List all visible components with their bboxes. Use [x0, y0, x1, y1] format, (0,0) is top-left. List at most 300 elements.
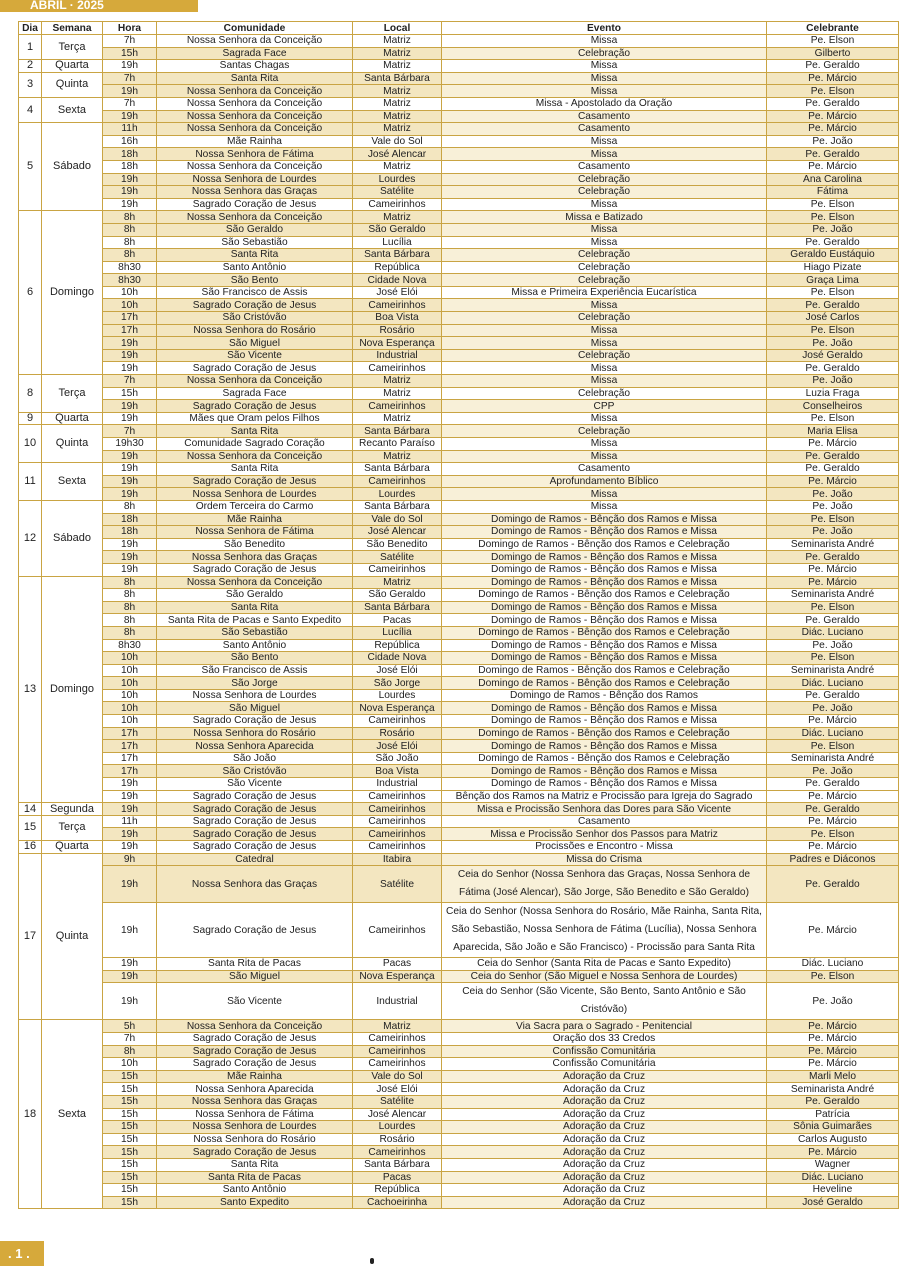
comunidade-cell: Nossa Senhora das Graças [157, 866, 353, 903]
local-cell: Santa Bárbara [353, 463, 442, 476]
evento-cell: Domingo de Ramos - Bênção dos Ramos [442, 689, 767, 702]
local-cell: Matriz [353, 85, 442, 98]
evento-cell: Via Sacra para o Sagrado - Penitencial [442, 1020, 767, 1033]
celebrante-cell: Pe. Márcio [767, 563, 899, 576]
hora-cell: 8h [103, 211, 157, 224]
evento-cell: Confissão Comunitária [442, 1045, 767, 1058]
comunidade-cell: São Jorge [157, 677, 353, 690]
comunidade-cell: Nossa Senhora das Graças [157, 1095, 353, 1108]
schedule-row [19, 727, 899, 740]
schedule-row [19, 211, 899, 224]
hora-cell: 9h [103, 853, 157, 866]
comunidade-cell: São Vicente [157, 983, 353, 1020]
hora-cell: 15h [103, 1070, 157, 1083]
local-cell: Cameirinhos [353, 1032, 442, 1045]
local-cell: Pacas [353, 958, 442, 971]
comunidade-cell: Santa Rita [157, 425, 353, 438]
schedule-row [19, 135, 899, 148]
hora-cell: 19h [103, 110, 157, 123]
evento-cell: Domingo de Ramos - Bênção dos Ramos e Missa [442, 601, 767, 614]
hora-cell: 19h [103, 790, 157, 803]
evento-cell: Domingo de Ramos - Bênção dos Ramos e Missa [442, 778, 767, 791]
celebrante-cell: Pe. João [767, 223, 899, 236]
comunidade-cell: Nossa Senhora de Fátima [157, 1108, 353, 1121]
comunidade-cell: Nossa Senhora das Graças [157, 186, 353, 199]
schedule-row [19, 1070, 899, 1083]
schedule-row [19, 715, 899, 728]
hora-cell: 8h [103, 236, 157, 249]
weekday-cell: Quarta [42, 60, 103, 73]
celebrante-cell: Pe. Márcio [767, 1045, 899, 1058]
schedule-row [19, 274, 899, 287]
comunidade-cell: Sagrado Coração de Jesus [157, 903, 353, 958]
schedule-row [19, 148, 899, 161]
celebrante-cell: Pe. João [767, 702, 899, 715]
celebrante-cell: Pe. João [767, 639, 899, 652]
schedule-row [19, 1121, 899, 1134]
celebrante-cell: Seminarista André [767, 664, 899, 677]
schedule-row [19, 790, 899, 803]
schedule-row [19, 639, 899, 652]
schedule-row [19, 752, 899, 765]
local-cell: Matriz [353, 160, 442, 173]
weekday-cell: Segunda [42, 803, 103, 816]
evento-cell: Celebração [442, 261, 767, 274]
evento-cell: Celebração [442, 425, 767, 438]
hora-cell: 8h [103, 223, 157, 236]
evento-cell: Domingo de Ramos - Bênção dos Ramos e Missa [442, 740, 767, 753]
local-cell: Cameirinhos [353, 299, 442, 312]
local-cell: Matriz [353, 60, 442, 73]
celebrante-cell: Pe. João [767, 500, 899, 513]
column-header-local: Local [353, 22, 442, 35]
schedule-row [19, 903, 899, 958]
comunidade-cell: São Vicente [157, 778, 353, 791]
local-cell: Cachoeirinha [353, 1196, 442, 1209]
celebrante-cell: Pe. Elson [767, 601, 899, 614]
celebrante-cell: Geraldo Eustáquio [767, 249, 899, 262]
celebrante-cell: Pe. Geraldo [767, 1095, 899, 1108]
comunidade-cell: Catedral [157, 853, 353, 866]
evento-cell: Celebração [442, 249, 767, 262]
hora-cell: 19h [103, 349, 157, 362]
local-cell: José Alencar [353, 526, 442, 539]
local-cell: Cameirinhos [353, 828, 442, 841]
hora-cell: 19h [103, 450, 157, 463]
evento-cell: Casamento [442, 160, 767, 173]
celebrante-cell: Pe. Elson [767, 286, 899, 299]
local-cell: Santa Bárbara [353, 601, 442, 614]
evento-cell: Domingo de Ramos - Bênção dos Ramos e Celebração [442, 538, 767, 551]
schedule-row [19, 526, 899, 539]
local-cell: José Elói [353, 1083, 442, 1096]
hora-cell: 15h [103, 1095, 157, 1108]
celebrante-cell: Pe. Geraldo [767, 866, 899, 903]
evento-cell: Missa [442, 337, 767, 350]
page-header-title: ABRIL · 2025 [30, 0, 104, 12]
local-cell: Lourdes [353, 689, 442, 702]
celebrante-cell: Pe. Márcio [767, 110, 899, 123]
hora-cell: 17h [103, 752, 157, 765]
celebrante-cell: Pe. Márcio [767, 815, 899, 828]
comunidade-cell: Mãe Rainha [157, 1070, 353, 1083]
header-row [19, 22, 899, 35]
evento-cell: Missa [442, 60, 767, 73]
evento-cell: Missa [442, 35, 767, 48]
local-cell: São Jorge [353, 677, 442, 690]
local-cell: Boa Vista [353, 312, 442, 325]
comunidade-cell: Santa Rita [157, 72, 353, 85]
celebrante-cell: Pe. Geraldo [767, 450, 899, 463]
day-number-cell: 11 [19, 463, 42, 501]
evento-cell: Domingo de Ramos - Bênção dos Ramos e Celebração [442, 664, 767, 677]
evento-cell: Missa [442, 72, 767, 85]
comunidade-cell: Nossa Senhora Aparecida [157, 740, 353, 753]
celebrante-cell: Pe. João [767, 375, 899, 388]
comunidade-cell: Sagrado Coração de Jesus [157, 1146, 353, 1159]
schedule-row [19, 853, 899, 866]
schedule-row [19, 576, 899, 589]
hora-cell: 10h [103, 652, 157, 665]
celebrante-cell: Ana Carolina [767, 173, 899, 186]
local-cell: Santa Bárbara [353, 249, 442, 262]
local-cell: Satélite [353, 186, 442, 199]
hora-cell: 8h [103, 500, 157, 513]
hora-cell: 10h [103, 702, 157, 715]
comunidade-cell: Nossa Senhora de Lourdes [157, 1121, 353, 1134]
celebrante-cell: Pe. Geraldo [767, 803, 899, 816]
celebrante-cell: Pe. Geraldo [767, 463, 899, 476]
local-cell: Industrial [353, 349, 442, 362]
local-cell: Santa Bárbara [353, 500, 442, 513]
local-cell: São Geraldo [353, 589, 442, 602]
hora-cell: 5h [103, 1020, 157, 1033]
evento-cell: Adoração da Cruz [442, 1108, 767, 1121]
comunidade-cell: Comunidade Sagrado Coração [157, 438, 353, 451]
evento-cell: Ceia do Senhor (Santa Rita de Pacas e Santo Expedito) [442, 958, 767, 971]
evento-cell: Celebração [442, 274, 767, 287]
comunidade-cell: Nossa Senhora da Conceição [157, 450, 353, 463]
celebrante-cell: Padres e Diáconos [767, 853, 899, 866]
local-cell: Cameirinhos [353, 841, 442, 854]
schedule-row [19, 337, 899, 350]
hora-cell: 19h [103, 463, 157, 476]
schedule-row [19, 803, 899, 816]
evento-cell: Adoração da Cruz [442, 1184, 767, 1197]
day-number-cell: 17 [19, 853, 42, 1020]
hora-cell: 18h [103, 526, 157, 539]
celebrante-cell: Pe. Geraldo [767, 299, 899, 312]
comunidade-cell: São Vicente [157, 349, 353, 362]
schedule-row [19, 387, 899, 400]
local-cell: Rosário [353, 727, 442, 740]
evento-cell: Ceia do Senhor (São Vicente, São Bento, Santo Antônio e São Cristóvão) [442, 983, 767, 1020]
comunidade-cell: Nossa Senhora da Conceição [157, 85, 353, 98]
weekday-cell: Quarta [42, 412, 103, 425]
comunidade-cell: São Geraldo [157, 223, 353, 236]
hora-cell: 19h [103, 958, 157, 971]
schedule-table [18, 21, 899, 1209]
celebrante-cell: Pe. João [767, 983, 899, 1020]
celebrante-cell: Pe. Márcio [767, 1020, 899, 1033]
hora-cell: 15h [103, 1184, 157, 1197]
celebrante-cell: José Carlos [767, 312, 899, 325]
comunidade-cell: Santa Rita [157, 1158, 353, 1171]
local-cell: Rosário [353, 1133, 442, 1146]
schedule-row [19, 286, 899, 299]
weekday-cell: Sexta [42, 1020, 103, 1209]
celebrante-cell: Pe. Márcio [767, 576, 899, 589]
schedule-row [19, 778, 899, 791]
hora-cell: 10h [103, 1058, 157, 1071]
comunidade-cell: Santa Rita de Pacas [157, 1171, 353, 1184]
evento-cell: Domingo de Ramos - Bênção dos Ramos e Missa [442, 526, 767, 539]
comunidade-cell: Sagrado Coração de Jesus [157, 1058, 353, 1071]
local-cell: República [353, 261, 442, 274]
evento-cell: Adoração da Cruz [442, 1133, 767, 1146]
comunidade-cell: Nossa Senhora da Conceição [157, 375, 353, 388]
evento-cell: Domingo de Ramos - Bênção dos Ramos e Celebração [442, 626, 767, 639]
hora-cell: 19h [103, 970, 157, 983]
hora-cell: 18h [103, 513, 157, 526]
schedule-row [19, 815, 899, 828]
local-cell: Cidade Nova [353, 652, 442, 665]
local-cell: José Alencar [353, 148, 442, 161]
column-header-dia: Dia [19, 22, 42, 35]
evento-cell: Domingo de Ramos - Bênção dos Ramos e Missa [442, 702, 767, 715]
hora-cell: 19h [103, 475, 157, 488]
local-cell: Matriz [353, 1020, 442, 1033]
hora-cell: 19h [103, 173, 157, 186]
schedule-row [19, 664, 899, 677]
celebrante-cell: Pe. Elson [767, 970, 899, 983]
comunidade-cell: Santo Antônio [157, 1184, 353, 1197]
day-number-cell: 1 [19, 35, 42, 60]
comunidade-cell: Santo Antônio [157, 261, 353, 274]
schedule-row [19, 765, 899, 778]
schedule-row [19, 312, 899, 325]
comunidade-cell: São Miguel [157, 337, 353, 350]
comunidade-cell: Nossa Senhora de Lourdes [157, 689, 353, 702]
hora-cell: 10h [103, 677, 157, 690]
celebrante-cell: Pe. Elson [767, 35, 899, 48]
day-number-cell: 13 [19, 576, 42, 803]
local-cell: Matriz [353, 211, 442, 224]
schedule-row [19, 1083, 899, 1096]
local-cell: Nova Esperança [353, 337, 442, 350]
comunidade-cell: Nossa Senhora da Conceição [157, 576, 353, 589]
schedule-row [19, 1196, 899, 1209]
hora-cell: 19h [103, 412, 157, 425]
comunidade-cell: Sagrado Coração de Jesus [157, 563, 353, 576]
celebrante-cell: Pe. Márcio [767, 160, 899, 173]
weekday-cell: Quinta [42, 72, 103, 97]
evento-cell: Missa [442, 299, 767, 312]
celebrante-cell: Pe. João [767, 526, 899, 539]
local-cell: Recanto Paraíso [353, 438, 442, 451]
local-cell: José Alencar [353, 1108, 442, 1121]
local-cell: Satélite [353, 551, 442, 564]
hora-cell: 8h [103, 576, 157, 589]
celebrante-cell: Diác. Luciano [767, 727, 899, 740]
hora-cell: 15h [103, 1108, 157, 1121]
local-cell: Cameirinhos [353, 1058, 442, 1071]
day-number-cell: 3 [19, 72, 42, 97]
hora-cell: 15h [103, 1196, 157, 1209]
celebrante-cell: Diác. Luciano [767, 677, 899, 690]
page-number: . 1 . [8, 1246, 30, 1261]
local-cell: Cameirinhos [353, 198, 442, 211]
local-cell: Lucília [353, 626, 442, 639]
local-cell: Cameirinhos [353, 400, 442, 413]
evento-cell: Missa [442, 85, 767, 98]
evento-cell: Casamento [442, 110, 767, 123]
schedule-row [19, 563, 899, 576]
evento-cell: Domingo de Ramos - Bênção dos Ramos e Missa [442, 639, 767, 652]
schedule-row [19, 614, 899, 627]
celebrante-cell: Seminarista André [767, 538, 899, 551]
hora-cell: 7h [103, 425, 157, 438]
schedule-row [19, 72, 899, 85]
hora-cell: 19h [103, 841, 157, 854]
hora-cell: 8h [103, 614, 157, 627]
schedule-row [19, 425, 899, 438]
local-cell: Industrial [353, 983, 442, 1020]
celebrante-cell: Pe. João [767, 488, 899, 501]
comunidade-cell: São Cristóvão [157, 312, 353, 325]
evento-cell: Celebração [442, 312, 767, 325]
evento-cell: Casamento [442, 463, 767, 476]
evento-cell: Missa [442, 198, 767, 211]
evento-cell: Casamento [442, 815, 767, 828]
hora-cell: 18h [103, 160, 157, 173]
evento-cell: Domingo de Ramos - Bênção dos Ramos e Missa [442, 715, 767, 728]
evento-cell: Adoração da Cruz [442, 1070, 767, 1083]
schedule-row [19, 513, 899, 526]
hora-cell: 8h [103, 626, 157, 639]
evento-cell: Celebração [442, 173, 767, 186]
local-cell: Cameirinhos [353, 803, 442, 816]
hora-cell: 15h [103, 387, 157, 400]
celebrante-cell: Pe. Márcio [767, 72, 899, 85]
weekday-cell: Sábado [42, 500, 103, 576]
comunidade-cell: Nossa Senhora da Conceição [157, 123, 353, 136]
hora-cell: 19h [103, 551, 157, 564]
evento-cell: Missa [442, 412, 767, 425]
local-cell: Matriz [353, 450, 442, 463]
comunidade-cell: Nossa Senhora Aparecida [157, 1083, 353, 1096]
celebrante-cell: Pe. Márcio [767, 1146, 899, 1159]
celebrante-cell: Pe. João [767, 765, 899, 778]
schedule-row [19, 551, 899, 564]
schedule-row [19, 841, 899, 854]
comunidade-cell: São Francisco de Assis [157, 286, 353, 299]
hora-cell: 8h [103, 601, 157, 614]
evento-cell: Missa [442, 135, 767, 148]
schedule-row [19, 47, 899, 60]
hora-cell: 8h30 [103, 639, 157, 652]
hora-cell: 19h [103, 866, 157, 903]
comunidade-cell: Sagrado Coração de Jesus [157, 803, 353, 816]
schedule-row [19, 500, 899, 513]
celebrante-cell: Pe. Elson [767, 412, 899, 425]
evento-cell: Celebração [442, 186, 767, 199]
evento-cell: Missa [442, 324, 767, 337]
schedule-row [19, 236, 899, 249]
evento-cell: Domingo de Ramos - Bênção dos Ramos e Missa [442, 576, 767, 589]
evento-cell: Ceia do Senhor (São Miguel e Nossa Senhora de Lourdes) [442, 970, 767, 983]
hora-cell: 7h [103, 375, 157, 388]
local-cell: Vale do Sol [353, 1070, 442, 1083]
celebrante-cell: Pe. Márcio [767, 903, 899, 958]
celebrante-cell: Pe. Márcio [767, 438, 899, 451]
schedule-row [19, 589, 899, 602]
schedule-row [19, 828, 899, 841]
schedule-row [19, 601, 899, 614]
schedule-row [19, 110, 899, 123]
local-cell: Cameirinhos [353, 475, 442, 488]
comunidade-cell: Sagrado Coração de Jesus [157, 841, 353, 854]
hora-cell: 15h [103, 1121, 157, 1134]
schedule-row [19, 450, 899, 463]
comunidade-cell: Sagrado Coração de Jesus [157, 790, 353, 803]
local-cell: Cameirinhos [353, 1146, 442, 1159]
hora-cell: 19h [103, 337, 157, 350]
comunidade-cell: São Sebastião [157, 236, 353, 249]
local-cell: Santa Bárbara [353, 1158, 442, 1171]
evento-cell: Adoração da Cruz [442, 1171, 767, 1184]
comunidade-cell: Sagrado Coração de Jesus [157, 815, 353, 828]
day-number-cell: 16 [19, 841, 42, 854]
print-mark [370, 1258, 374, 1264]
day-number-cell: 18 [19, 1020, 42, 1209]
day-number-cell: 15 [19, 815, 42, 840]
comunidade-cell: Santa Rita [157, 249, 353, 262]
evento-cell: Domingo de Ramos - Bênção dos Ramos e Missa [442, 551, 767, 564]
hora-cell: 15h [103, 47, 157, 60]
hora-cell: 19h [103, 60, 157, 73]
comunidade-cell: Sagrado Coração de Jesus [157, 475, 353, 488]
weekday-cell: Sexta [42, 97, 103, 122]
comunidade-cell: Nossa Senhora de Fátima [157, 148, 353, 161]
comunidade-cell: Nossa Senhora da Conceição [157, 1020, 353, 1033]
comunidade-cell: Ordem Terceira do Carmo [157, 500, 353, 513]
local-cell: Matriz [353, 110, 442, 123]
weekday-cell: Sábado [42, 123, 103, 211]
celebrante-cell: Heveline [767, 1184, 899, 1197]
celebrante-cell: Seminarista André [767, 1083, 899, 1096]
column-header-celebrante: Celebrante [767, 22, 899, 35]
hora-cell: 8h30 [103, 274, 157, 287]
celebrante-cell: Wagner [767, 1158, 899, 1171]
schedule-row [19, 652, 899, 665]
schedule-row [19, 412, 899, 425]
hora-cell: 15h [103, 1146, 157, 1159]
hora-cell: 11h [103, 815, 157, 828]
local-cell: Vale do Sol [353, 135, 442, 148]
local-cell: Nova Esperança [353, 970, 442, 983]
evento-cell: Missa e Primeira Experiência Eucarística [442, 286, 767, 299]
comunidade-cell: Santo Expedito [157, 1196, 353, 1209]
evento-cell: Domingo de Ramos - Bênção dos Ramos e Celebração [442, 752, 767, 765]
evento-cell: Adoração da Cruz [442, 1146, 767, 1159]
celebrante-cell: Diác. Luciano [767, 1171, 899, 1184]
local-cell: Cameirinhos [353, 715, 442, 728]
celebrante-cell: Pe. Márcio [767, 715, 899, 728]
local-cell: Cidade Nova [353, 274, 442, 287]
column-header-evento: Evento [442, 22, 767, 35]
celebrante-cell: Pe. João [767, 337, 899, 350]
